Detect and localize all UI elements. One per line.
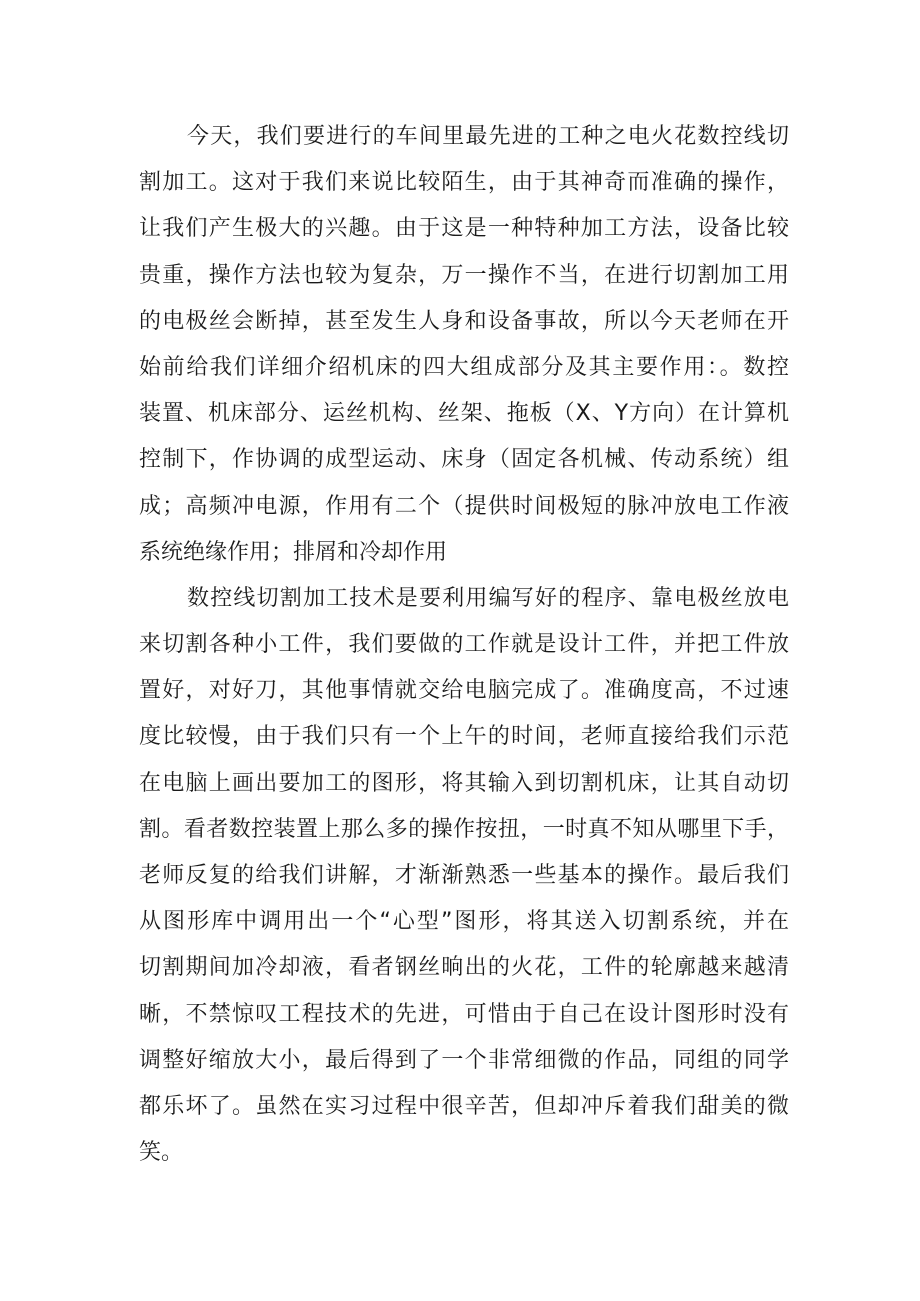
paragraph-line: 装置、机床部分、运丝机构、丝架、拖板（X、Y方向）在计算机 bbox=[139, 401, 789, 427]
paragraph-1 bbox=[139, 114, 789, 576]
paragraph-line: 让我们产生极大的兴趣。由于这是一种特种加工方法，设备比较 bbox=[139, 216, 789, 242]
document-body bbox=[139, 114, 789, 1176]
paragraph-line: 的电极丝会断掉，甚至发生人身和设备事故，所以今天老师在开 bbox=[139, 308, 789, 334]
paragraph-line: 都乐坏了。虽然在实习过程中很辛苦，但却冲斥着我们甜美的微 bbox=[139, 1093, 789, 1119]
paragraph-line: 老师反复的给我们讲解，才渐渐熟悉一些基本的操作。最后我们 bbox=[139, 863, 789, 888]
paragraph-line: 置好，对好刀，其他事情就交给电脑完成了。准确度高，不过速 bbox=[139, 678, 789, 704]
paragraph-line: 在电脑上画出要加工的图形，将其输入到切割机床，让其自动切 bbox=[139, 770, 789, 796]
paragraph-line: 始前给我们详细介绍机床的四大组成部分及其主要作用：。数控 bbox=[139, 354, 789, 380]
paragraph-line: 数控线切割加工技术是要利用编写好的程序、靠电极丝放电 bbox=[187, 585, 789, 611]
paragraph-line: 从图形库中调用出一个“心型”图形，将其送入切割系统，并在 bbox=[139, 909, 789, 935]
paragraph-line: 割。看者数控装置上那么多的操作按扭，一时真不知从哪里下手， bbox=[139, 816, 789, 842]
paragraph-line: 晰，不禁惊叹工程技术的先进，可惜由于自己在设计图形时没有 bbox=[139, 1001, 789, 1027]
paragraph-line: 度比较慢，由于我们只有一个上午的时间，老师直接给我们示范 bbox=[139, 724, 789, 750]
paragraph-line: 调整好缩放大小，最后得到了一个非常细微的作品，同组的同学 bbox=[139, 1047, 789, 1073]
paragraph-line: 控制下，作协调的成型运动、床身（固定各机械、传动系统）组 bbox=[139, 447, 789, 473]
paragraph-line: 今天，我们要进行的车间里最先进的工种之电火花数控线切 bbox=[187, 124, 789, 149]
paragraph-line: 笑。 bbox=[139, 1140, 184, 1166]
paragraph-line: 系统绝缘作用；排屑和冷却作用 bbox=[139, 539, 448, 565]
paragraph-2 bbox=[139, 576, 789, 1176]
paragraph-line: 贵重，操作方法也较为复杂，万一操作不当，在进行切割加工用 bbox=[139, 262, 789, 288]
paragraph-line: 成；高频冲电源，作用有二个（提供时间极短的脉冲放电工作液 bbox=[139, 493, 789, 519]
paragraph-line: 切割期间加冷却液，看者钢丝晌出的火花，工件的轮廓越来越清 bbox=[139, 955, 789, 981]
paragraph-line: 来切割各种小工件，我们要做的工作就是设计工件，并把工件放 bbox=[139, 632, 789, 658]
paragraph-line: 割加工。这对于我们来说比较陌生，由于其神奇而准确的操作， bbox=[139, 170, 789, 196]
